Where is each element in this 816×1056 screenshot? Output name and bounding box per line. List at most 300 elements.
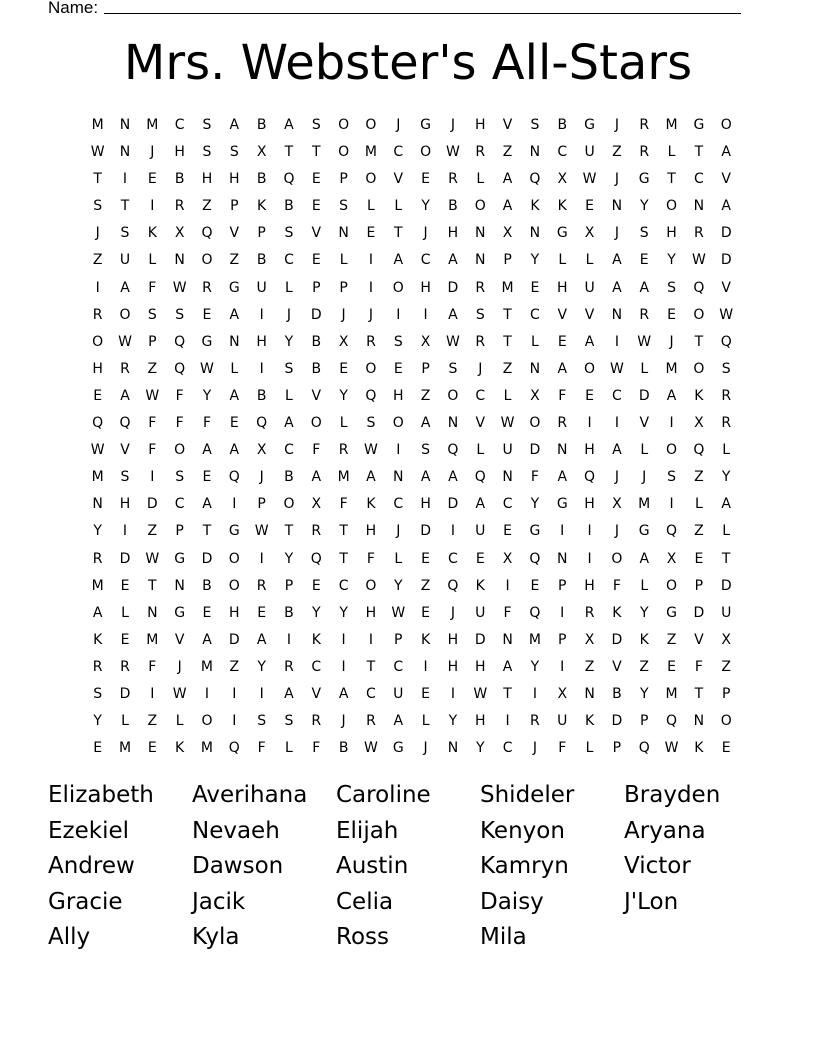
grid-letter: M	[665, 117, 678, 133]
grid-letter: Z	[147, 713, 158, 730]
grid-letter: A	[202, 442, 212, 459]
grid-letter: D	[529, 442, 541, 459]
grid-letter: P	[694, 577, 704, 594]
grid-letter: W	[637, 333, 652, 350]
grid-letter: X	[721, 631, 731, 648]
grid-letter: Z	[420, 577, 431, 594]
grid-letter: O	[693, 306, 705, 323]
grid-letter: R	[92, 306, 103, 323]
grid-letter: Y	[448, 713, 458, 730]
grid-letter: I	[150, 469, 155, 486]
grid-letter: T	[694, 685, 704, 702]
grid-letter: A	[202, 631, 212, 648]
grid-letter: D	[201, 550, 213, 567]
grid-letter: A	[338, 685, 349, 702]
grid-letter: O	[720, 117, 732, 133]
grid-letter: S	[257, 713, 267, 730]
grid-letter: P	[612, 740, 622, 757]
grid-letter: X	[557, 685, 568, 702]
grid-letter: B	[256, 252, 267, 269]
grid-letter: K	[557, 198, 567, 215]
grid-letter: P	[312, 279, 321, 296]
grid-letter: B	[338, 740, 349, 757]
word-bank-item: Dawson	[192, 853, 284, 880]
grid-letter: H	[447, 225, 459, 242]
grid-letter: T	[284, 144, 294, 161]
grid-letter: L	[722, 442, 731, 459]
grid-letter: N	[447, 415, 459, 432]
grid-letter: M	[200, 740, 214, 757]
grid-letter: E	[311, 171, 321, 188]
grid-letter: E	[530, 279, 540, 296]
grid-letter: J	[450, 604, 455, 621]
grid-letter: S	[175, 306, 185, 323]
grid-row	[84, 708, 740, 735]
grid-letter: R	[120, 360, 130, 377]
grid-letter: J	[450, 117, 455, 133]
grid-letter: G	[666, 604, 677, 621]
grid-letter: D	[611, 713, 623, 730]
grid-letter: U	[119, 252, 131, 269]
grid-letter: I	[450, 523, 455, 540]
grid-letter: C	[693, 171, 704, 188]
grid-letter: H	[365, 523, 377, 540]
grid-letter: Q	[201, 225, 213, 242]
grid-letter: Z	[694, 523, 704, 540]
grid-letter: M	[665, 360, 678, 377]
word-bank-item: Ally	[48, 924, 91, 951]
grid-letter: N	[174, 252, 185, 269]
word-bank-item: Shideler	[480, 782, 575, 808]
grid-letter: Y	[530, 658, 540, 675]
grid-row	[84, 112, 740, 139]
grid-letter: R	[366, 713, 376, 730]
word-bank-item: Mila	[480, 924, 527, 951]
grid-letter: E	[667, 658, 676, 675]
grid-letter: R	[311, 523, 322, 540]
grid-letter: I	[232, 713, 237, 730]
grid-letter: P	[148, 333, 157, 350]
grid-letter: E	[585, 198, 594, 215]
grid-letter: J	[614, 171, 619, 188]
grid-letter: M	[337, 469, 350, 486]
grid-letter: O	[666, 442, 678, 459]
grid-letter: L	[694, 496, 703, 513]
grid-letter: L	[503, 387, 512, 404]
grid-letter: C	[393, 496, 404, 513]
grid-letter: G	[174, 550, 186, 567]
grid-letter: Y	[202, 387, 212, 404]
word-bank-item: Jacik	[192, 888, 246, 915]
grid-letter: Q	[529, 604, 541, 621]
grid-letter: A	[284, 117, 294, 133]
grid-letter: P	[558, 631, 567, 648]
grid-letter: F	[612, 577, 621, 594]
grid-letter: O	[201, 252, 213, 269]
grid-letter: Q	[666, 713, 678, 730]
grid-letter: A	[92, 604, 103, 621]
grid-letter: X	[256, 442, 267, 459]
grid-letter: C	[475, 387, 486, 404]
grid-row	[84, 220, 740, 247]
grid-letter: Z	[420, 387, 431, 404]
grid-letter: V	[557, 306, 568, 323]
grid-letter: T	[721, 550, 731, 567]
grid-letter: Y	[93, 713, 102, 730]
grid-letter: T	[366, 658, 376, 675]
grid-letter: Q	[720, 333, 732, 350]
grid-letter: R	[475, 333, 486, 350]
grid-letter: Q	[447, 577, 459, 594]
grid-letter: E	[585, 387, 594, 404]
grid-letter: M	[638, 496, 651, 513]
grid-letter: H	[447, 631, 459, 648]
grid-letter: H	[256, 333, 267, 350]
grid-letter: B	[256, 171, 267, 188]
grid-letter: A	[557, 469, 568, 486]
grid-letter: Z	[229, 252, 240, 269]
grid-letter: A	[311, 469, 322, 486]
grid-letter: L	[640, 577, 649, 594]
grid-letter: X	[502, 550, 513, 567]
grid-letter: I	[150, 198, 155, 215]
grid-letter: E	[311, 577, 321, 594]
grid-letter: C	[502, 496, 513, 513]
grid-letter: R	[639, 117, 650, 133]
grid-letter: I	[122, 171, 128, 188]
grid-row	[84, 518, 740, 545]
grid-letter: F	[175, 387, 184, 404]
grid-letter: R	[174, 198, 185, 215]
grid-letter: I	[341, 631, 346, 648]
grid-letter: Q	[584, 469, 596, 486]
grid-letter: N	[92, 496, 103, 513]
grid-letter: S	[120, 469, 130, 486]
grid-letter: W	[691, 252, 706, 269]
grid-letter: T	[148, 577, 157, 594]
grid-letter: A	[448, 306, 458, 323]
grid-letter: O	[420, 144, 432, 161]
grid-letter: P	[421, 360, 430, 377]
grid-letter: A	[284, 415, 294, 432]
grid-letter: X	[694, 415, 704, 432]
grid-letter: A	[721, 144, 731, 161]
grid-letter: I	[587, 415, 592, 432]
grid-letter: X	[666, 550, 677, 567]
grid-letter: P	[230, 198, 239, 215]
grid-letter: S	[667, 279, 676, 296]
grid-letter: P	[558, 577, 567, 594]
grid-letter: B	[448, 198, 458, 215]
grid-letter: H	[584, 496, 595, 513]
grid-row	[84, 329, 740, 356]
grid-letter: V	[584, 306, 595, 323]
grid-letter: E	[339, 360, 349, 377]
grid-letter: Z	[721, 658, 731, 675]
grid-letter: T	[339, 550, 348, 567]
grid-letter: T	[339, 523, 348, 540]
grid-letter: P	[640, 713, 649, 730]
grid-letter: I	[423, 306, 428, 323]
grid-letter: Y	[284, 333, 294, 350]
grid-letter: A	[639, 279, 650, 296]
grid-letter: E	[257, 604, 267, 621]
grid-letter: W	[90, 442, 105, 459]
grid-letter: K	[93, 631, 103, 648]
grid-letter: G	[638, 523, 650, 540]
grid-letter: K	[584, 713, 595, 730]
grid-letter: K	[147, 225, 157, 242]
word-bank-item: J'Lon	[624, 888, 679, 915]
grid-letter: H	[174, 144, 185, 161]
grid-letter: D	[228, 631, 240, 648]
grid-letter: A	[448, 469, 458, 486]
grid-letter: I	[587, 550, 592, 567]
grid-letter: C	[557, 144, 568, 161]
grid-letter: J	[95, 225, 100, 242]
grid-letter: I	[368, 279, 374, 296]
grid-letter: W	[118, 333, 132, 350]
grid-letter: H	[420, 496, 431, 513]
grid-letter: P	[721, 685, 731, 702]
grid-letter: Z	[612, 144, 622, 161]
grid-letter: H	[474, 658, 486, 675]
grid-letter: G	[392, 740, 404, 757]
grid-letter: O	[92, 333, 104, 350]
grid-letter: A	[612, 252, 622, 269]
grid-letter: V	[311, 685, 322, 702]
grid-letter: A	[475, 496, 486, 513]
grid-letter: R	[721, 415, 732, 432]
grid-letter: Q	[365, 387, 377, 404]
grid-letter: A	[557, 360, 568, 377]
grid-letter: V	[612, 658, 622, 675]
grid-letter: T	[202, 523, 212, 540]
grid-letter: S	[147, 306, 157, 323]
grid-letter: P	[394, 631, 403, 648]
grid-letter: P	[339, 279, 348, 296]
grid-row	[84, 573, 740, 600]
word-bank-item: Kyla	[192, 924, 240, 951]
grid-letter: M	[118, 740, 132, 757]
grid-letter: R	[311, 713, 322, 730]
grid-letter: R	[639, 306, 650, 323]
grid-letter: O	[474, 198, 486, 215]
grid-letter: K	[175, 740, 185, 757]
grid-letter: D	[310, 306, 322, 323]
grid-letter: E	[120, 631, 130, 648]
grid-letter: H	[229, 604, 240, 621]
grid-letter: D	[447, 279, 459, 296]
grid-letter: C	[311, 658, 322, 675]
grid-letter: W	[145, 550, 160, 567]
word-bank-item: Gracie	[48, 888, 123, 915]
grid-letter: W	[609, 360, 624, 377]
grid-letter: L	[230, 360, 239, 377]
grid-letter: O	[228, 577, 240, 594]
grid-letter: S	[120, 225, 130, 242]
grid-letter: U	[584, 144, 595, 161]
grid-letter: I	[669, 415, 674, 432]
grid-letter: Y	[257, 658, 266, 675]
grid-letter: N	[611, 198, 623, 215]
grid-letter: E	[721, 740, 731, 757]
grid-letter: S	[667, 469, 676, 486]
grid-letter: E	[503, 523, 513, 540]
grid-letter: N	[529, 360, 541, 377]
grid-letter: Q	[474, 469, 486, 486]
grid-letter: Y	[530, 252, 540, 269]
grid-letter: S	[721, 360, 731, 377]
grid-letter: I	[560, 523, 565, 540]
grid-letter: I	[587, 523, 592, 540]
grid-letter: I	[259, 685, 264, 702]
grid-letter: K	[639, 631, 649, 648]
grid-letter: U	[502, 442, 513, 459]
grid-letter: Y	[639, 198, 649, 215]
grid-letter: J	[396, 523, 401, 540]
grid-letter: I	[341, 658, 346, 675]
word-bank-item: Caroline	[336, 782, 431, 808]
grid-letter: M	[91, 577, 104, 594]
grid-letter: J	[532, 740, 537, 757]
grid-letter: I	[232, 496, 237, 513]
grid-letter: U	[393, 685, 404, 702]
grid-letter: W	[200, 360, 214, 377]
grid-letter: N	[447, 740, 459, 757]
grid-letter: U	[256, 279, 267, 296]
grid-letter: Y	[312, 604, 321, 621]
grid-letter: E	[557, 333, 567, 350]
grid-letter: C	[174, 117, 185, 133]
grid-letter: A	[229, 117, 240, 133]
grid-letter: F	[558, 387, 567, 404]
grid-letter: E	[393, 360, 403, 377]
grid-letter: Y	[721, 469, 731, 486]
grid-letter: C	[284, 442, 294, 459]
grid-letter: L	[667, 144, 676, 161]
grid-letter: Z	[502, 144, 513, 161]
grid-letter: L	[339, 252, 348, 269]
word-bank-item: Ezekiel	[48, 817, 130, 844]
grid-letter: C	[393, 144, 404, 161]
word-bank-item: Nevaeh	[192, 817, 280, 844]
grid-letter: N	[502, 631, 513, 648]
grid-letter: U	[721, 604, 732, 621]
grid-letter: J	[614, 523, 619, 540]
grid-letter: Q	[92, 415, 104, 432]
grid-letter: R	[284, 658, 294, 675]
grid-letter: N	[393, 469, 404, 486]
grid-letter: Q	[174, 360, 186, 377]
grid-letter: H	[474, 117, 486, 133]
grid-letter: S	[421, 442, 431, 459]
grid-letter: L	[285, 387, 293, 404]
grid-letter: L	[394, 198, 403, 215]
grid-letter: A	[584, 333, 595, 350]
grid-letter: I	[232, 685, 237, 702]
grid-letter: Q	[310, 550, 322, 567]
grid-row	[84, 139, 740, 166]
grid-letter: I	[396, 442, 401, 459]
grid-letter: L	[531, 333, 539, 350]
grid-letter: B	[284, 198, 294, 215]
grid-letter: P	[284, 577, 294, 594]
grid-letter: F	[503, 604, 512, 621]
grid-letter: X	[338, 333, 349, 350]
grid-letter: S	[393, 333, 403, 350]
grid-letter: K	[694, 387, 704, 404]
grid-letter: E	[202, 604, 212, 621]
grid-letter: J	[286, 306, 292, 323]
grid-letter: B	[174, 171, 185, 188]
grid-letter: U	[584, 279, 595, 296]
grid-row	[84, 410, 740, 437]
grid-letter: G	[174, 604, 186, 621]
grid-letter: J	[341, 713, 346, 730]
grid-letter: N	[119, 144, 131, 161]
grid-letter: V	[475, 415, 486, 432]
grid-letter: Q	[256, 415, 268, 432]
grid-letter: J	[614, 225, 619, 242]
grid-letter: T	[120, 198, 130, 215]
grid-letter: A	[502, 171, 513, 188]
grid-letter: V	[229, 225, 240, 242]
grid-letter: M	[528, 631, 541, 648]
grid-letter: I	[259, 360, 264, 377]
grid-letter: I	[122, 523, 128, 540]
grid-letter: E	[311, 198, 321, 215]
grid-letter: A	[393, 713, 404, 730]
grid-letter: F	[558, 740, 567, 757]
grid-letter: S	[530, 117, 540, 133]
grid-letter: Z	[147, 523, 158, 540]
grid-letter: W	[582, 171, 597, 188]
grid-letter: W	[664, 740, 679, 757]
grid-letter: F	[339, 496, 348, 513]
grid-letter: S	[229, 144, 239, 161]
grid-letter: V	[721, 171, 731, 188]
grid-letter: I	[368, 252, 374, 269]
grid-letter: V	[311, 387, 322, 404]
grid-letter: X	[584, 631, 595, 648]
grid-letter: S	[284, 713, 294, 730]
grid-letter: N	[557, 442, 568, 459]
grid-letter: I	[204, 685, 210, 702]
grid-row	[84, 166, 740, 193]
grid-letter: S	[639, 225, 649, 242]
grid-letter: W	[719, 306, 734, 323]
grid-letter: H	[584, 577, 595, 594]
grid-letter: E	[421, 685, 431, 702]
grid-letter: G	[693, 117, 705, 133]
grid-letter: E	[311, 252, 321, 269]
grid-letter: H	[556, 279, 568, 296]
grid-letter: F	[257, 740, 266, 757]
grid-letter: V	[639, 415, 650, 432]
grid-letter: M	[146, 631, 159, 648]
grid-letter: R	[557, 415, 568, 432]
grid-letter: G	[420, 117, 432, 133]
grid-letter: H	[474, 713, 486, 730]
grid-letter: S	[366, 415, 376, 432]
grid-letter: H	[365, 604, 377, 621]
word-bank-item: Austin	[336, 853, 409, 880]
grid-letter: Y	[339, 604, 348, 621]
grid-letter: R	[92, 550, 103, 567]
grid-letter: E	[202, 469, 212, 486]
grid-letter: N	[229, 333, 240, 350]
